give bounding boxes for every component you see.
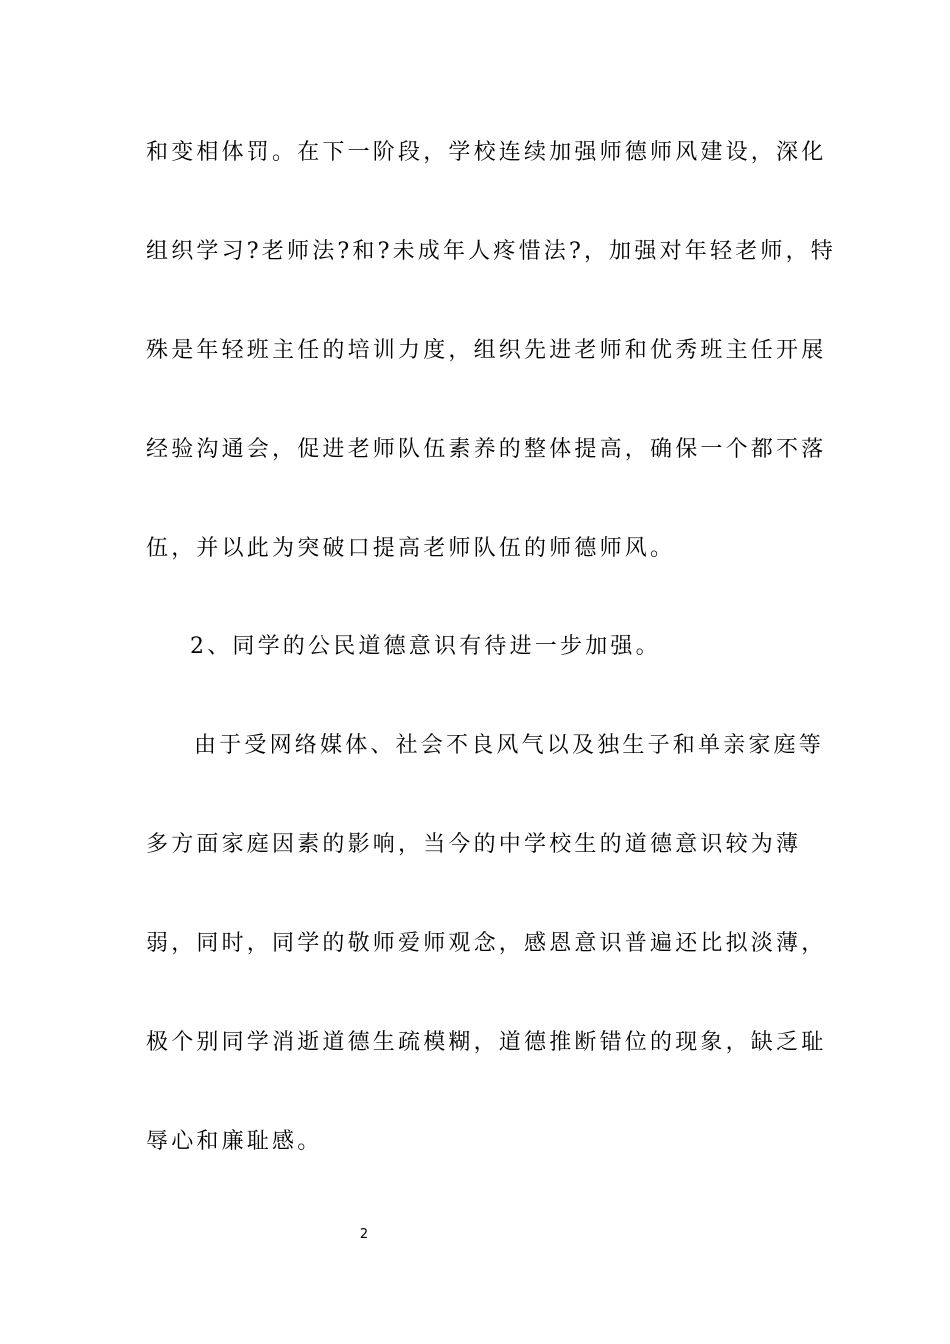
text-line-11: 辱心和廉耻感。 xyxy=(146,1129,323,1154)
text-line-8: 多方面家庭因素的影响，当今的中学校生的道德意识较为薄 xyxy=(146,832,802,857)
text-line-9: 弱，同时，同学的敬师爱师观念，感恩意识普遍还比拟淡薄， xyxy=(146,931,827,956)
text-line-3: 殊是年轻班主任的培训力度，组织先进老师和优秀班主任开展 xyxy=(146,338,827,363)
text-line-5: 伍，并以此为突破口提高老师队伍的师德师风。 xyxy=(146,536,676,561)
text-line-7: 由于受网络媒体、社会不良风气以及独生子和单亲家庭等 xyxy=(194,733,825,758)
section-heading-2: 2、同学的公民道德意识有待进一步加强。 xyxy=(190,634,661,659)
page-number: 2 xyxy=(359,1227,369,1242)
text-line-4: 经验沟通会，促进老师队伍素养的整体提高，确保一个都不落 xyxy=(146,437,827,462)
text-line-1: 和变相体罚。在下一阶段，学校连续加强师德师风建设，深化 xyxy=(146,140,827,165)
text-line-10: 极个别同学消逝道德生疏模糊，道德推断错位的现象，缺乏耻 xyxy=(146,1030,827,1055)
text-line-2: 组织学习?老师法?和?未成年人疼惜法?，加强对年轻老师，特 xyxy=(146,239,836,264)
